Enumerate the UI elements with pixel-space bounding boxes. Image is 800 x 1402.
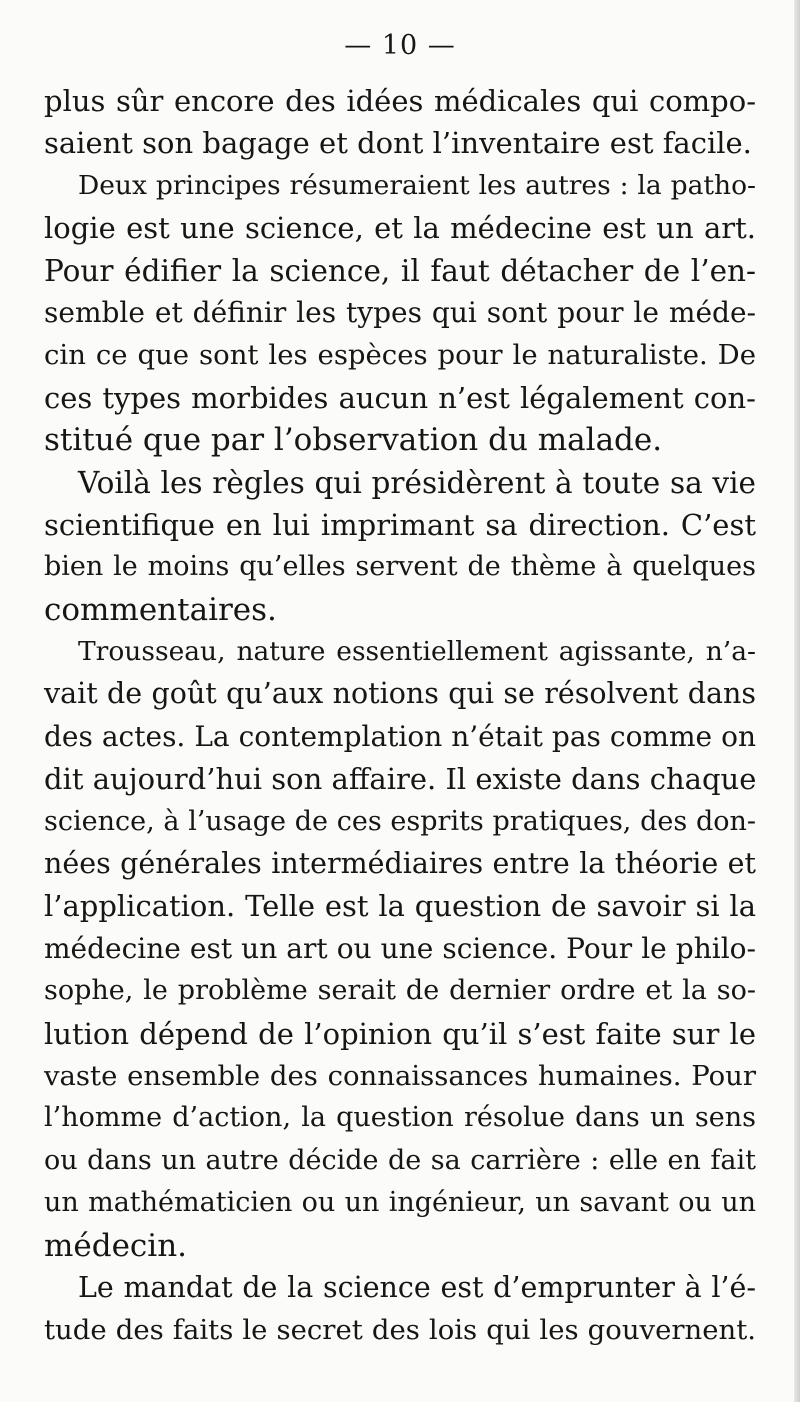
text-line: médecin. [44,1227,188,1264]
body-text [44,80,756,1352]
text-line: ces types morbides aucun n’est légalement con- [44,380,756,415]
text-line: stitué que par l’observation du malade. [44,422,663,459]
text-line: ou dans un autre décide de sa carrière : elle en fait [44,1144,756,1176]
text-line: Pour édifier la science, il faut détacher de l’en- [44,253,756,288]
text-line: semble et définir les types qui sont pour le méde- [44,295,756,329]
text-line: Trousseau, nature essentiellement agissante, n’a- [78,636,756,668]
text-line: cin ce que sont les espèces pour le naturaliste. De [44,339,756,372]
text-line: bien le moins qu’elles servent de thème à quelques [44,551,756,583]
text-line: scientifique en lui imprimant sa direction. C’est [44,507,756,542]
text-line: commentaires. [44,591,277,628]
text-line: logie est une science, et la médecine est un art. [44,211,756,246]
text-line: dit aujourd’hui son affaire. Il existe dans chaque [44,762,757,797]
text-line: Deux principes résumeraient les autres : la patho- [78,169,756,201]
text-line: nées générales intermédiaires entre la théorie et [44,847,756,881]
text-line: plus sûr encore des idées médicales qui compo- [44,84,756,118]
text-line: vaste ensemble des connaissances humaines. Pour [44,1059,756,1092]
page-number: — 10 — [344,30,456,61]
text-line: vait de goût qu’aux notions qui se résolvent dans [44,677,756,711]
text-line: un mathématicien ou un ingénieur, un savant ou un [44,1187,756,1219]
text-line: des actes. La contemplation n’était pas comme on [44,719,756,753]
text-line: science, à l’usage de ces esprits pratiques, des don- [44,805,756,837]
text-line: Le mandat de la science est d’emprunter à l’é- [78,1270,756,1304]
text-line: lution dépend de l’opinion qu’il s’est faite sur le [44,1016,756,1051]
text-line: l’application. Telle est la question de savoir si la [44,889,756,924]
text-line: sophe, le problème serait de dernier ordre et la so- [44,975,756,1007]
text-line: tude des faits le secret des lois qui les gouvernent. [44,1314,756,1347]
text-line: saient son bagage et dont l’inventaire est facile. [44,126,752,161]
text-line: l’homme d’action, la question résolue dans un sens [44,1102,756,1134]
text-line: Voilà les règles qui présidèrent à toute sa vie [78,465,756,500]
text-line: médecine est un art ou une science. Pour le philo- [44,931,756,965]
page-edge-shadow [794,0,800,1402]
